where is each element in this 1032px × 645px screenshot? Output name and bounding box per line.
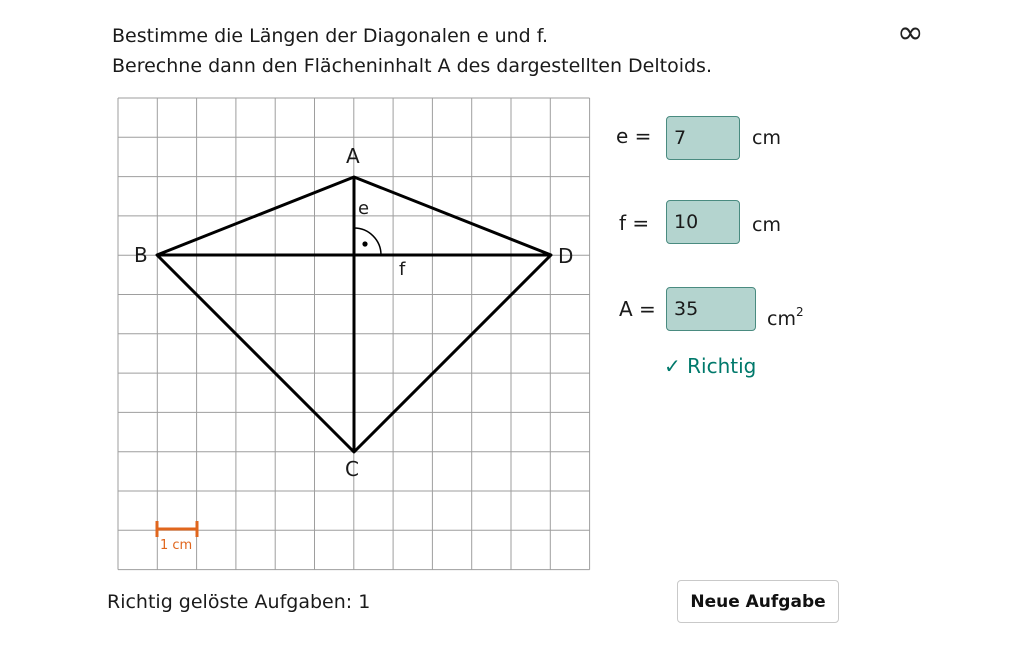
task-line-1: Bestimme die Längen der Diagonalen e und f.: [112, 25, 549, 47]
right-angle-arc: [354, 228, 381, 255]
diagonal-label-f: f: [399, 259, 406, 280]
e-input[interactable]: [666, 116, 740, 160]
right-angle-dot: [362, 241, 367, 246]
unit-area: [767, 300, 804, 331]
input-label-e: e =: [616, 124, 652, 148]
unit-area-exponent: 2: [795, 305, 804, 319]
point-label-b: B: [134, 243, 148, 267]
score-counter: Richtig gelöste Aufgaben: 1: [107, 591, 371, 613]
task-line-2: Berechne dann den Flächeninhalt A des dargestellten Deltoids.: [112, 55, 712, 77]
scale-label: 1 cm: [160, 538, 193, 553]
status-text: Richtig: [687, 354, 757, 378]
diagonal-label-e: e: [358, 198, 370, 219]
infinity-icon[interactable]: ∞: [897, 13, 924, 51]
unit-e: cm: [752, 127, 781, 149]
point-label-c: C: [345, 457, 359, 481]
f-input[interactable]: [666, 200, 740, 244]
area-input[interactable]: [666, 287, 756, 331]
point-label-d: D: [558, 244, 574, 268]
unit-f: cm: [752, 214, 781, 236]
kite: [157, 177, 551, 452]
status-message: [664, 354, 756, 378]
input-label-f: f =: [619, 211, 650, 235]
unit-area-base: cm: [767, 308, 796, 330]
new-task-button[interactable]: Neue Aufgabe: [677, 580, 839, 623]
point-label-a: A: [346, 144, 360, 168]
input-label-area: A =: [619, 297, 656, 321]
checkmark-icon: ✓: [664, 354, 681, 378]
scale-bar: [157, 521, 197, 537]
